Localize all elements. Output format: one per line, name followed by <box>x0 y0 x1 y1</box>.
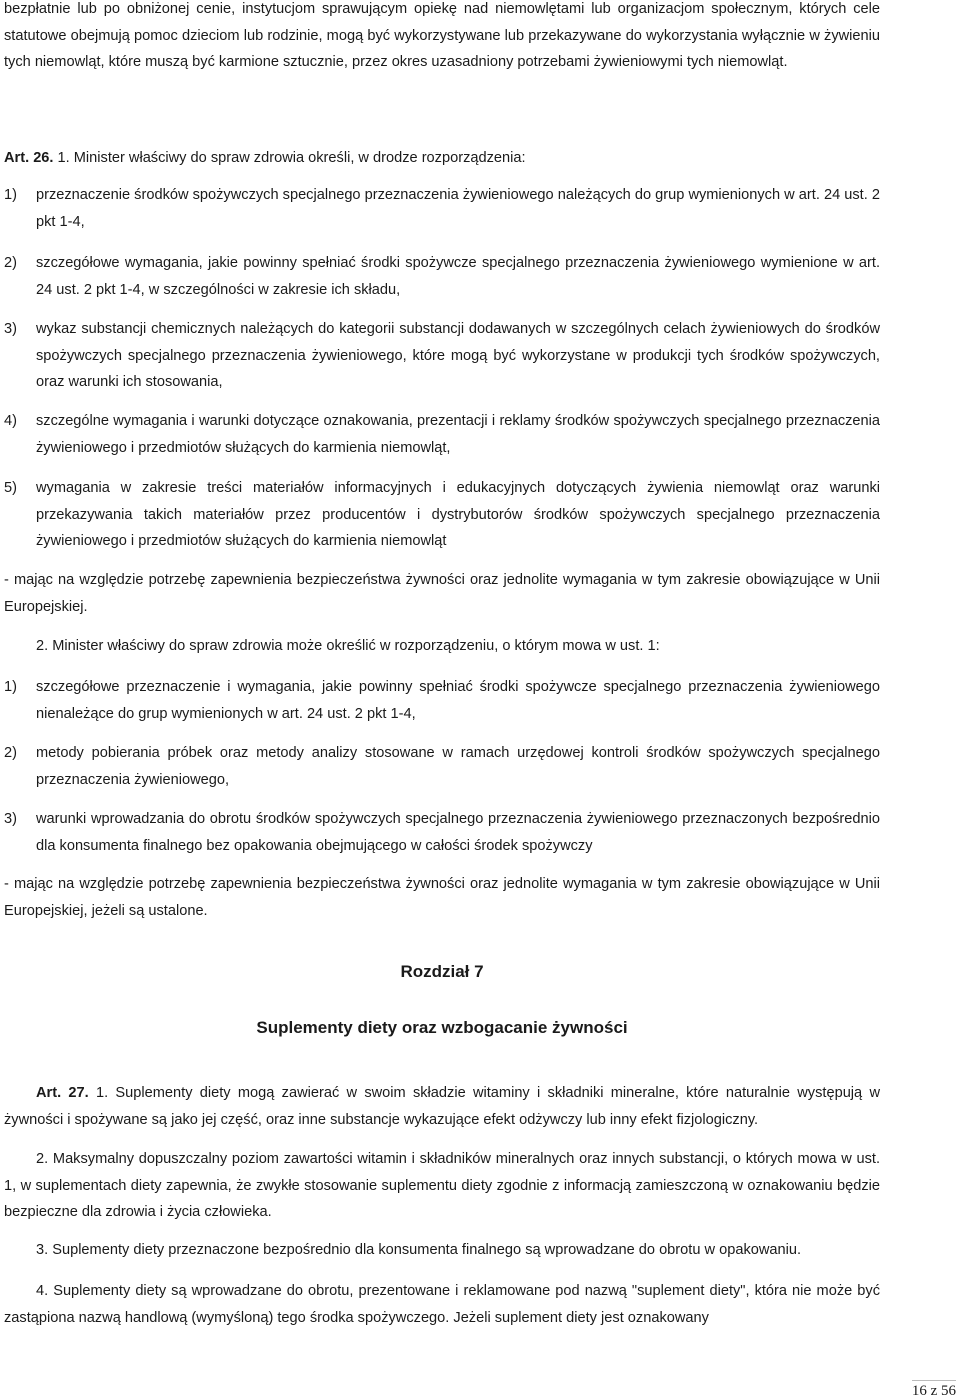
art27-paragraph-4: 4. Suplementy diety są wprowadzane do obrotu, prezentowane i reklamowane pod nazwą "suplement diety", która nie może być zastąpiona nazwą handlową (wymyśloną) tego środka spożywczego. Jeżeli suplement diety jest oznakowany <box>4 1283 880 1326</box>
art26-2-item-1: 1) szczegółowe przeznaczenie i wymagania, jakie powinny spełniać środki spożywcze specjalnego przeznaczenia żywieniowego nienależące do grup wymienionych w art. 24 ust. 2 pkt 1-4, <box>4 679 880 722</box>
page-number: 16 z 56 <box>912 1380 956 1400</box>
chapter-number: Rozdział 7 <box>400 962 484 981</box>
art26-closing-1: - mając na względzie potrzebę zapewnienia bezpieczeństwa żywności oraz jednolite wymagania w tym zakresie obowiązujące w Unii Europejskiej. <box>4 572 880 615</box>
art26-2-item-2: 2) metody pobierania próbek oraz metody analizy stosowane w ramach urzędowej kontroli środków spożywczych specjalnego przeznaczenia żywieniowego, <box>4 745 880 788</box>
art26-item-5: 5) wymagania w zakresie treści materiałów informacyjnych i edukacyjnych dotyczących żywienia niemowląt oraz warunki przekazywania takich materiałów przez producentów i dystrybutorów środków spożywczych specjalnego przeznaczenia żywieniowego i przedmiotów służących do karmienia niemowląt <box>4 480 880 549</box>
article-label: Art. 27. <box>36 1085 89 1101</box>
art27-paragraph-2: 2. Maksymalny dopuszczalny poziom zawartości witamin i składników mineralnych oraz innych substancji, o których mowa w ust. 1, w suplementach diety zapewnia, że zwykłe stosowanie suplementu diety zgodnie z informacją zamieszczoną w oznakowaniu będzie bezpieczne dla zdrowia i życia człowieka. <box>4 1151 880 1220</box>
art26-item-3: 3) wykaz substancji chemicznych należących do kategorii substancji dodawanych w szczególnych celach żywieniowych do środków spożywczych specjalnego przeznaczenia żywieniowego, które mogą być wykorzystane w produkcji tych środków spożywczych, oraz warunki ich stosowania, <box>4 321 880 390</box>
article-label: Art. 26. <box>4 150 54 166</box>
art26-item-4: 4) szczególne wymagania i warunki dotyczące oznakowania, prezentacji i reklamy środków spożywczych specjalnego przeznaczenia żywieniowego i przedmiotów służących do karmienia niemowląt, <box>4 413 880 456</box>
art26-item-2: 2) szczegółowe wymagania, jakie powinny spełniać środki spożywcze specjalnego przeznaczenia żywieniowego wymienione w art. 24 ust. 2 pkt 1-4, w szczególności w zakresie ich składu, <box>4 255 880 298</box>
art26-paragraph-1 <box>4 145 880 172</box>
art27-paragraph-1: Art. 27. 1. Suplementy diety mogą zawierać w swoim składzie witaminy i składniki mineralne, które naturalnie występują w żywności i spożywane są jako jej część, oraz inne substancje wykazujące efekt odżywczy lub inny efekt fizjologiczny. <box>4 1085 880 1128</box>
art26-closing-2: - mając na względzie potrzebę zapewnienia bezpieczeństwa żywności oraz jednolite wymagania w tym zakresie obowiązujące w Unii Europejskiej, jeżeli są ustalone. <box>4 876 880 919</box>
chapter-title: Suplementy diety oraz wzbogacanie żywności <box>256 1018 628 1037</box>
art27-paragraph-3: 3. Suplementy diety przeznaczone bezpośrednio dla konsumenta finalnego są wprowadzane do obrotu w opakowaniu. <box>36 1242 802 1258</box>
art26-intro: 1. Minister właściwy do spraw zdrowia określi, w drodze rozporządzenia: <box>57 150 526 166</box>
paragraph-intro: bezpłatnie lub po obniżonej cenie, instytucjom sprawującym opiekę nad niemowlętami lub organizacjom społecznym, których cele statutowe obejmują pomoc dzieciom lub rodzinie, mogą być wykorzystywane lub przekazywane do wykorzystania wyłącznie w żywieniu tych niemowląt, które muszą być karmione sztucznie, przez okres uzasadniony potrzebami żywieniowymi tych niemowląt. <box>4 1 880 70</box>
art26-2-item-3: 3) warunki wprowadzania do obrotu środków spożywczych specjalnego przeznaczenia żywieniowego przeznaczonych bezpośrednio dla konsumenta finalnego bez opakowania obejmującego w całości środek spożywczy <box>4 811 880 854</box>
art26-item-1: 1) przeznaczenie środków spożywczych specjalnego przeznaczenia żywieniowego należących do grup wymienionych w art. 24 ust. 2 pkt 1-4, <box>4 187 880 230</box>
art26-paragraph-2: 2. Minister właściwy do spraw zdrowia może określić w rozporządzeniu, o którym mowa w ust. 1: <box>36 638 660 654</box>
